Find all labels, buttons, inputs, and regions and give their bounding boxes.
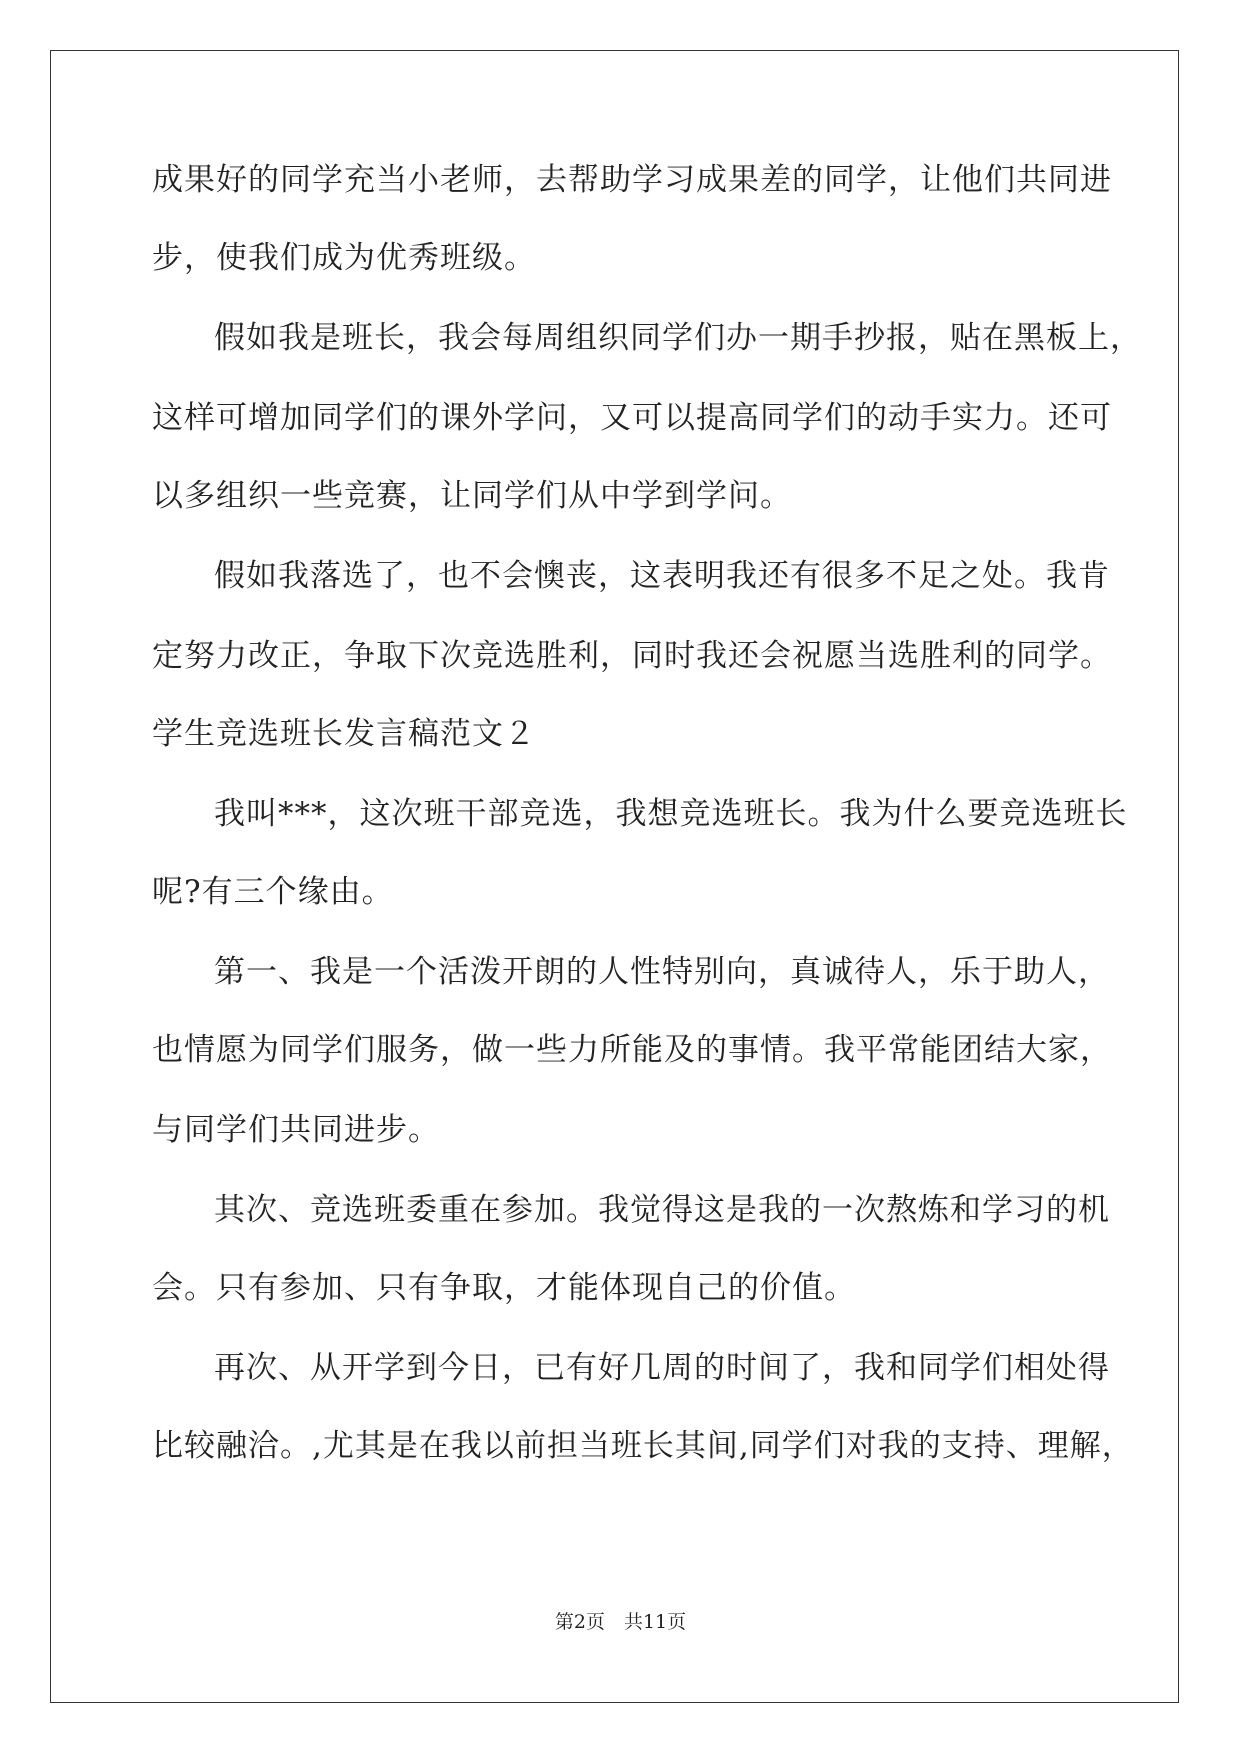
paragraph-start-line: 假如我是班长，我会每周组织同学们办一期手抄报，贴在黑板上， [214, 320, 1142, 356]
paragraph-start-line: 第一、我是一个活泼开朗的人性特别向，真诚待人，乐于助人， [214, 954, 1110, 990]
text-line: 也情愿为同学们服务，做一些力所能及的事情。我平常能团结大家， [152, 1032, 1112, 1068]
text-line: 成果好的同学充当小老师，去帮助学习成果差的同学，让他们共同进 [152, 162, 1112, 198]
paragraph-start-line: 我叫***，这次班干部竞选，我想竞选班长。我为什么要竞选班长 [214, 796, 1128, 832]
text-line: 以多组织一些竞赛，让同学们从中学到学问。 [152, 478, 792, 514]
page-number-footer: 第2页 共11页 [554, 1611, 687, 1633]
text-line: 步，使我们成为优秀班级。 [152, 240, 536, 276]
text-line: 会。只有参加、只有争取，才能体现自己的价值。 [152, 1270, 856, 1306]
text-line: 与同学们共同进步。 [152, 1112, 440, 1148]
paragraph-start-line: 假如我落选了，也不会懊丧，这表明我还有很多不足之处。我肯 [214, 558, 1110, 594]
text-line: 比较融洽。,尤其是在我以前担当班长其间,同学们对我的支持、理解， [152, 1428, 1134, 1464]
text-line: 定努力改正，争取下次竞选胜利，同时我还会祝愿当选胜利的同学。 [152, 638, 1112, 674]
paragraph-start-line: 再次、从开学到今日，已有好几周的时间了，我和同学们相处得 [214, 1350, 1110, 1386]
section-heading: 学生竞选班长发言稿范文２ [152, 716, 536, 752]
text-line: 这样可增加同学们的课外学问，又可以提高同学们的动手实力。还可 [152, 400, 1112, 436]
paragraph-start-line: 其次、竞选班委重在参加。我觉得这是我的一次熬炼和学习的机 [214, 1192, 1110, 1228]
text-line: 呢?有三个缘由。 [152, 874, 394, 910]
